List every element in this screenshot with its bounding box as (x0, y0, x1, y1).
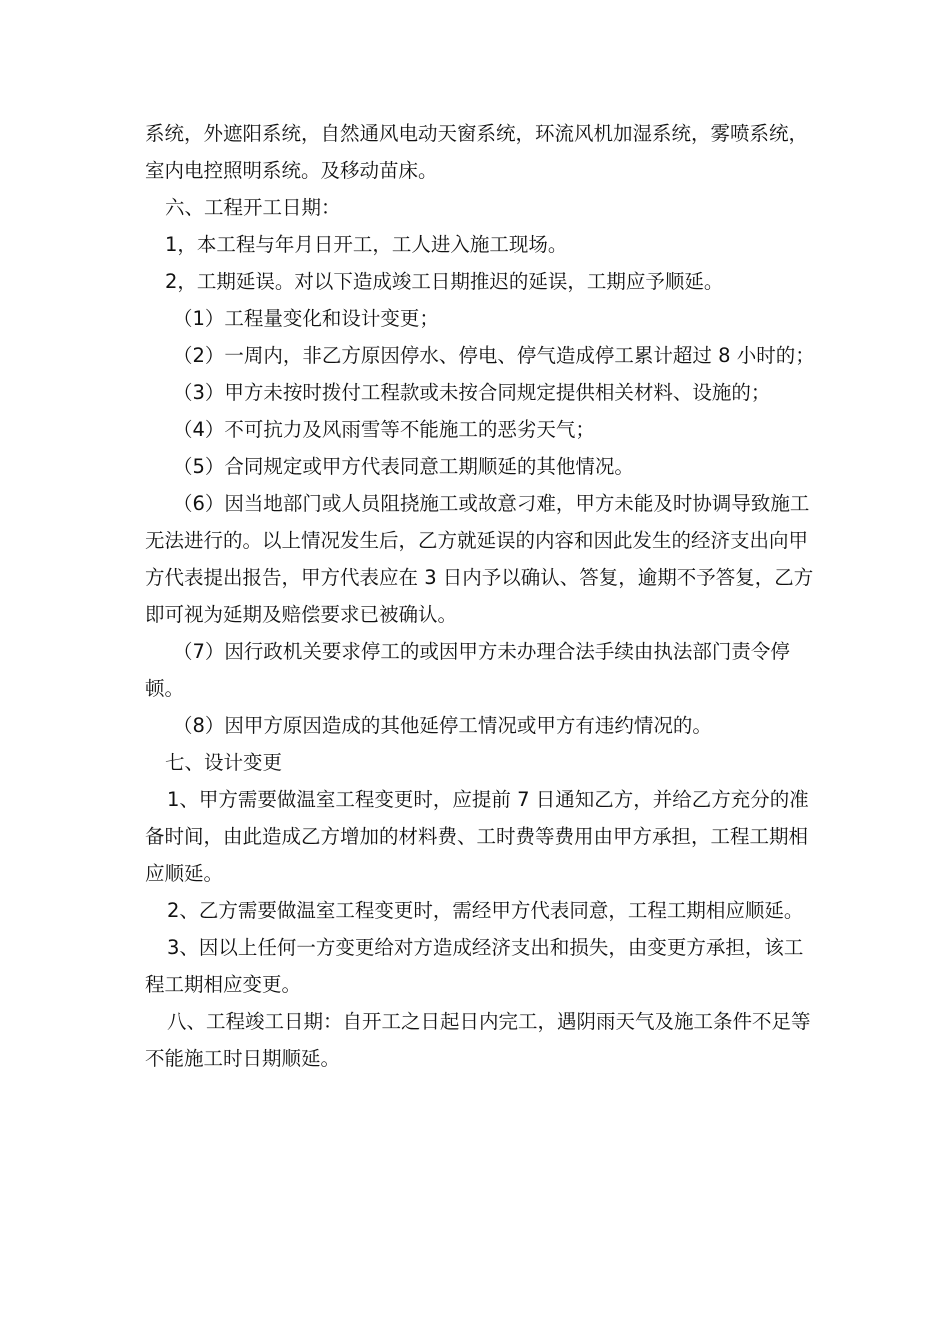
document-body (145, 115, 815, 1077)
heading-section-8: 八、工程竣工日期：自开工之日起日内完工，遇阴雨天气及施工条件不足等不能施工时日期顺延。 (145, 1010, 811, 1070)
list-item-2: （2）一周内，非乙方原因停水、停电、停气造成停工累计超过 8 小时的； (173, 344, 815, 367)
paragraph-delay: 2，工期延误。对以下造成竣工日期推迟的延误，工期应予顺延。 (165, 270, 724, 293)
paragraph-start-date: 1，本工程与年月日开工，工人进入施工现场。 (165, 233, 568, 256)
list-item-6: （6）因当地部门或人员阻挠施工或故意刁难，甲方未能及时协调导致施工无法进行的。以上情况发生后，乙方就延误的内容和因此发生的经济支出向甲方代表提出报告，甲方代表应在 3 日内予以确认、答复，逾期不予答复，乙方即可视为延期及赔偿要求已被确认。 (145, 492, 814, 626)
paragraph-systems-list: 系统，外遮阳系统，自然通风电动天窗系统，环流风机加湿系统，雾喷系统，室内电控照明系统。及移动苗床。 (145, 122, 809, 182)
heading-section-6: 六、工程开工日期： (165, 196, 341, 219)
list-item-4: （4）不可抗力及风雨雪等不能施工的恶劣天气； (173, 418, 595, 441)
list-item-7: （7）因行政机关要求停工的或因甲方未办理合法手续由执法部门责令停顿。 (145, 640, 790, 700)
list-item-8: （8）因甲方原因造成的其他延停工情况或甲方有违约情况的。 (173, 714, 712, 737)
heading-section-7: 七、设计变更 (165, 751, 283, 774)
paragraph-change-3: 3、因以上任何一方变更给对方造成经济支出和损失，由变更方承担，该工程工期相应变更。 (145, 936, 804, 996)
paragraph-change-1: 1、甲方需要做温室工程变更时，应提前 7 日通知乙方，并给乙方充分的准备时间，由此造成乙方增加的材料费、工时费等费用由甲方承担，工程工期相应顺延。 (145, 788, 809, 885)
paragraph-change-2: 2、乙方需要做温室工程变更时，需经甲方代表同意，工程工期相应顺延。 (167, 899, 804, 922)
list-item-1: （1）工程量变化和设计变更； (173, 307, 439, 330)
list-item-3: （3）甲方未按时拨付工程款或未按合同规定提供相关材料、设施的； (173, 381, 771, 404)
list-item-5: （5）合同规定或甲方代表同意工期顺延的其他情况。 (173, 455, 634, 478)
